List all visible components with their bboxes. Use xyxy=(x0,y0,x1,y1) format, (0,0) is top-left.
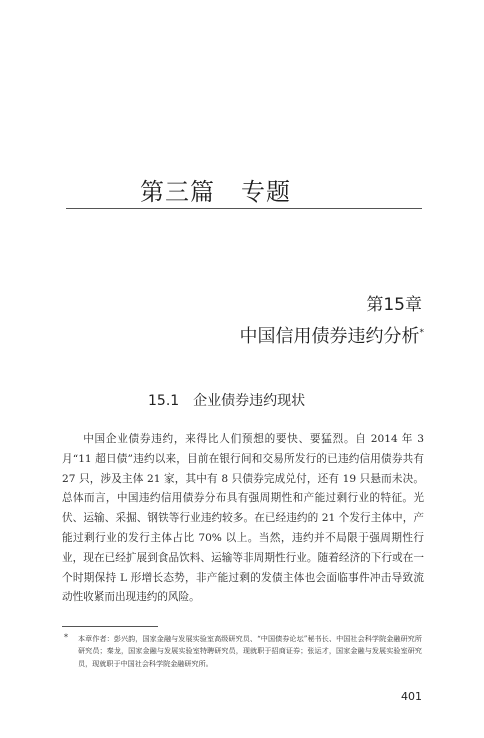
footnote-mark: * xyxy=(64,633,68,642)
section-heading xyxy=(148,390,305,410)
part-divider xyxy=(66,208,422,209)
footnote-text: 本章作者：彭兴韵，国家金融与发展实验室高级研究员、“中国债券论坛”秘书长、中国社会科学院金融研究所研究员；秦龙，国家金融与发展实验室特聘研究员，现就职于招商证券；张运才，国家金融与发展实验室研究员，现就职于中国社会科学院金融研究所。 xyxy=(78,634,422,668)
chapter-number: 第15章 xyxy=(366,295,422,315)
part-name: 专题 xyxy=(241,178,291,206)
footnote-divider xyxy=(62,626,158,627)
page-number: 401 xyxy=(401,690,422,703)
section-title: 企业债券违约现状 xyxy=(193,393,306,409)
part-title xyxy=(140,172,291,207)
chapter-footnote-mark: * xyxy=(419,328,424,338)
section-number: 15.1 xyxy=(148,393,180,409)
part-label: 第三篇 xyxy=(140,178,215,206)
body-paragraph: 中国企业债券违约，来得比人们预想的要快、要猛烈。自 2014 年 3 月“11 超日债”违约以来，目前在银行间和交易所发行的已违约信用债券共有 27 只，涉及主体 21 家，其中有 8 只债券完成兑付，还有 19 只悬而未决。总体而言，中国违约信用债券分布具有强周期性和产能过剩行业的特征。光伏、运输、采掘、钢铁等行业违约较多。在已经违约的 21 个发行主体中，产能过剩行业的发行主体占比 70% 以上。当然，违约并不局限于强周期性行业，现在已经扩展到食品饮料、运输等非周期性行业。随着经济的下行或在一个时期保持 L 形增长态势，非产能过剩的发债主体也会面临事件冲击导致流动性收紧而出现违约的风险。 xyxy=(62,433,424,604)
chapter-heading xyxy=(240,322,425,348)
chapter-title: 中国信用债券违约分析 xyxy=(239,326,420,347)
